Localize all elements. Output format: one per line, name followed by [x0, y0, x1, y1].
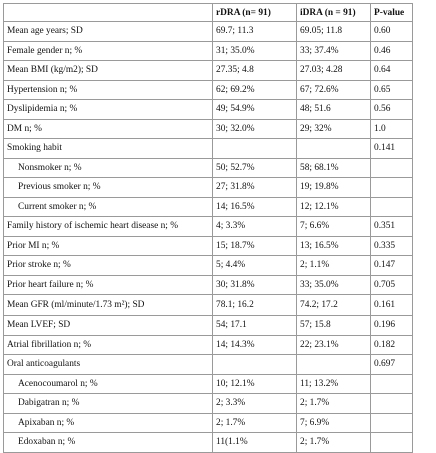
idra-value: 27.03; 4.28 — [297, 61, 371, 81]
idra-value: 22; 23.1% — [297, 335, 371, 355]
rdra-value: 31; 35.0% — [213, 41, 297, 61]
rdra-value: 27; 31.8% — [213, 178, 297, 198]
p-value: 0.60 — [371, 22, 413, 42]
table-row — [4, 139, 413, 159]
p-value: 0.64 — [371, 61, 413, 81]
row-label: DM n; % — [4, 119, 213, 139]
rdra-value: 15; 18.7% — [213, 236, 297, 256]
idra-value: 58; 68.1% — [297, 158, 371, 178]
row-label: Acenocoumarol n; % — [4, 374, 213, 394]
header-idra: iDRA (n = 91) — [297, 4, 371, 22]
table-row — [4, 413, 413, 433]
table-row — [4, 178, 413, 198]
idra-value: 69.05; 11.8 — [297, 22, 371, 42]
rdra-value: 14; 14.3% — [213, 335, 297, 355]
row-label: Hypertension n; % — [4, 80, 213, 100]
header-variable — [4, 4, 213, 22]
idra-value: 48; 51.6 — [297, 100, 371, 120]
row-label: Smoking habit — [4, 139, 213, 159]
p-value: 0.697 — [371, 355, 413, 375]
idra-value: 2; 1.1% — [297, 256, 371, 276]
row-label: Atrial fibrillation n; % — [4, 335, 213, 355]
p-value: 0.56 — [371, 100, 413, 120]
table-row — [4, 316, 413, 336]
rdra-value: 30; 31.8% — [213, 275, 297, 295]
idra-value: 67; 72.6% — [297, 80, 371, 100]
table-row — [4, 61, 413, 81]
header-rdra: rDRA (n= 91) — [213, 4, 297, 22]
row-label: Prior stroke n; % — [4, 256, 213, 276]
p-value — [371, 158, 413, 178]
p-value: 0.141 — [371, 139, 413, 159]
row-label: Edoxaban n; % — [4, 433, 213, 453]
table-row — [4, 295, 413, 316]
p-value — [371, 374, 413, 394]
rdra-value: 30; 32.0% — [213, 119, 297, 139]
row-label: Mean BMI (kg/m2); SD — [4, 61, 213, 81]
table-row — [4, 217, 413, 237]
rdra-value: 62; 69.2% — [213, 80, 297, 100]
table-row — [4, 236, 413, 256]
table-row — [4, 335, 413, 355]
p-value — [371, 197, 413, 217]
rdra-value: 10; 12.1% — [213, 374, 297, 394]
baseline-characteristics-table — [3, 3, 413, 453]
row-label: Family history of ischemic heart disease n; % — [4, 217, 213, 237]
table-row — [4, 22, 413, 42]
row-label: Current smoker n; % — [4, 197, 213, 217]
rdra-value: 50; 52.7% — [213, 158, 297, 178]
row-label: Female gender n; % — [4, 41, 213, 61]
idra-value: 74.2; 17.2 — [297, 295, 371, 316]
p-value: 0.65 — [371, 80, 413, 100]
idra-value: 33; 35.0% — [297, 275, 371, 295]
row-label: Previous smoker n; % — [4, 178, 213, 198]
table-row — [4, 80, 413, 100]
table-row — [4, 394, 413, 414]
table-row — [4, 119, 413, 139]
idra-value: 12; 12.1% — [297, 197, 371, 217]
table-row — [4, 100, 413, 120]
table-row — [4, 355, 413, 375]
rdra-value: 11(1.1% — [213, 433, 297, 453]
rdra-value: 5; 4.4% — [213, 256, 297, 276]
rdra-value: 14; 16.5% — [213, 197, 297, 217]
idra-value: 29; 32% — [297, 119, 371, 139]
idra-value: 19; 19.8% — [297, 178, 371, 198]
rdra-value: 78.1; 16.2 — [213, 295, 297, 316]
row-label: Dabigatran n; % — [4, 394, 213, 414]
p-value — [371, 178, 413, 198]
row-label: Nonsmoker n; % — [4, 158, 213, 178]
row-label: Prior heart failure n; % — [4, 275, 213, 295]
header-p-value: P-value — [371, 4, 413, 22]
idra-value — [297, 139, 371, 159]
p-value: 0.161 — [371, 295, 413, 316]
idra-value: 33; 37.4% — [297, 41, 371, 61]
p-value: 0.351 — [371, 217, 413, 237]
p-value: 0.182 — [371, 335, 413, 355]
row-label: Mean age years; SD — [4, 22, 213, 42]
p-value — [371, 433, 413, 453]
rdra-value: 49; 54.9% — [213, 100, 297, 120]
rdra-value: 4; 3.3% — [213, 217, 297, 237]
p-value: 0.705 — [371, 275, 413, 295]
table-row — [4, 158, 413, 178]
table-row — [4, 275, 413, 295]
table-row — [4, 256, 413, 276]
p-value — [371, 394, 413, 414]
rdra-value — [213, 355, 297, 375]
row-label: Prior MI n; % — [4, 236, 213, 256]
idra-value: 13; 16.5% — [297, 236, 371, 256]
row-label: Mean GFR (ml/minute/1.73 m²); SD — [4, 295, 213, 316]
idra-value: 11; 13.2% — [297, 374, 371, 394]
rdra-value — [213, 139, 297, 159]
row-label: Oral anticoagulants — [4, 355, 213, 375]
row-label: Mean LVEF; SD — [4, 316, 213, 336]
table-header-row — [4, 4, 413, 22]
row-label: Dyslipidemia n; % — [4, 100, 213, 120]
table-row — [4, 41, 413, 61]
p-value: 0.196 — [371, 316, 413, 336]
table-body — [4, 22, 413, 453]
table-row — [4, 433, 413, 453]
p-value — [371, 413, 413, 433]
idra-value: 2; 1.7% — [297, 433, 371, 453]
rdra-value: 2; 1.7% — [213, 413, 297, 433]
row-label: Apixaban n; % — [4, 413, 213, 433]
idra-value: 2; 1.7% — [297, 394, 371, 414]
rdra-value: 2; 3.3% — [213, 394, 297, 414]
rdra-value: 69.7; 11.3 — [213, 22, 297, 42]
idra-value: 7; 6.9% — [297, 413, 371, 433]
p-value: 0.46 — [371, 41, 413, 61]
p-value: 0.335 — [371, 236, 413, 256]
rdra-value: 54; 17.1 — [213, 316, 297, 336]
idra-value: 57; 15.8 — [297, 316, 371, 336]
table-row — [4, 374, 413, 394]
idra-value: 7; 6.6% — [297, 217, 371, 237]
table-row — [4, 197, 413, 217]
rdra-value: 27.35; 4.8 — [213, 61, 297, 81]
p-value: 0.147 — [371, 256, 413, 276]
p-value: 1.0 — [371, 119, 413, 139]
baseline-characteristics-table-container — [3, 3, 413, 453]
idra-value — [297, 355, 371, 375]
